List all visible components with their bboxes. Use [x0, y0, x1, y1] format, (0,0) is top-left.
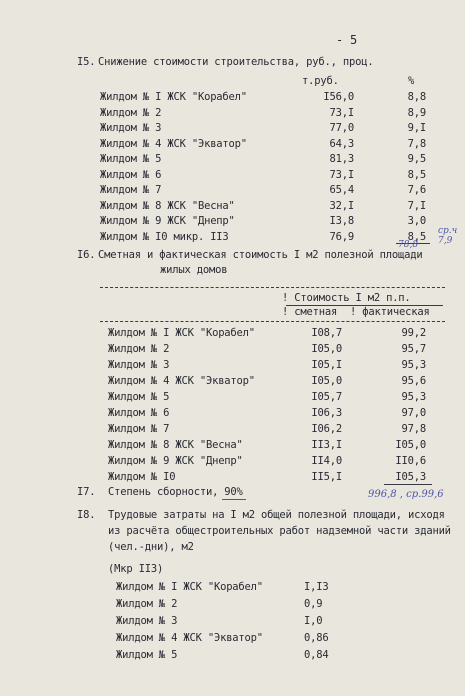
- table-row-estimated: I05,7: [311, 391, 342, 403]
- table-row-pct: 9,I: [407, 122, 426, 134]
- section-18-line3: (чел.-дни), м2: [108, 541, 194, 553]
- table-row-rub: I56,0: [323, 91, 354, 103]
- table-row-estimated: I05,0: [311, 375, 342, 387]
- table-row-estimated: II5,I: [311, 471, 342, 483]
- table-row-estimated: I08,7: [311, 327, 342, 339]
- section-15-unit-rub: т.руб.: [302, 75, 339, 87]
- table-row-actual: 95,3: [401, 391, 426, 403]
- table-row-estimated: I05,I: [311, 359, 342, 371]
- table-row-name: Жилдом № 5: [100, 153, 162, 165]
- table-header-bottom-rule: [100, 321, 445, 322]
- table-row-name: Жилдом № I ЖСК "Корабел": [116, 581, 263, 593]
- table-row-estimated: I06,3: [311, 407, 342, 419]
- table-row-name: Жилдом № 4 ЖСК "Экватор": [116, 632, 263, 644]
- table-header-actual: ! фактическая: [350, 306, 430, 318]
- table-row-estimated: II3,I: [311, 439, 342, 451]
- table-row-value: I,I3: [304, 581, 329, 593]
- section-16-title-line1: Сметная и фактическая стоимость I м2 полезной площади: [98, 249, 423, 261]
- table-header-cost: ! Стоимость I м2 п.п.: [282, 292, 411, 304]
- table-row-rub: 73,I: [329, 169, 354, 181]
- table-row-pct: 7,I: [407, 200, 426, 212]
- table-row-estimated: II4,0: [311, 455, 342, 467]
- table-header-estimated: ! сметная: [282, 306, 338, 318]
- table-row-rub: 77,0: [329, 122, 354, 134]
- table-row-name: Жилдом № 6: [100, 169, 162, 181]
- table-row-actual: 95,3: [401, 359, 426, 371]
- table-row-name: Жилдом № 3: [108, 359, 170, 371]
- table-row-rub: 76,9: [329, 231, 354, 243]
- table-row-value: 0,84: [304, 649, 329, 661]
- page-number: - 5: [336, 33, 358, 47]
- section-15-title: Снижение стоимости строительства, руб., проц.: [98, 56, 374, 68]
- table-row-actual: II0,6: [395, 455, 426, 467]
- table-row-name: Жилдом № 2: [116, 598, 178, 610]
- table-row-rub: 81,3: [329, 153, 354, 165]
- table-row-rub: 64,3: [329, 138, 354, 150]
- section-17-text: Степень сборности, 90%: [108, 486, 243, 498]
- handwritten-underline: [222, 499, 246, 500]
- section-18-line1: Трудовые затраты на I м2 общей полезной площади, исходя: [108, 509, 445, 521]
- table-row-name: Жилдом № 8 ЖСК "Весна": [108, 439, 243, 451]
- section-18-line2: из расчёта общестроительных работ надземной части зданий: [108, 525, 451, 537]
- handwritten-sum: 78,8: [398, 240, 419, 250]
- table-row-rub: 32,I: [329, 200, 354, 212]
- section-15-number: I5.: [77, 56, 96, 68]
- section-17-number: I7.: [77, 486, 96, 498]
- section-16-number: I6.: [77, 249, 96, 261]
- table-row-name: Жилдом № I0: [108, 471, 176, 483]
- total-underline: [384, 484, 432, 485]
- table-row-name: Жилдом № 9 ЖСК "Днепр": [100, 215, 235, 227]
- table-row-name: Жилдом № 6: [108, 407, 170, 419]
- table-row-estimated: I06,2: [311, 423, 342, 435]
- table-row-name: Жилдом № 5: [116, 649, 178, 661]
- table-row-pct: 8,9: [407, 107, 426, 119]
- table-row-pct: 9,5: [407, 153, 426, 165]
- table-row-name: Жилдом № 3: [100, 122, 162, 134]
- table-row-name: Жилдом № I0 микр. II3: [100, 231, 229, 243]
- table-row-value: I,0: [304, 615, 323, 627]
- table-row-name: Жилдом № 3: [116, 615, 178, 627]
- table-row-actual: 99,2: [401, 327, 426, 339]
- handwritten-average: ср.ч 7,9: [438, 226, 458, 246]
- table-row-rub: 65,4: [329, 184, 354, 196]
- table-row-name: Жилдом № 7: [108, 423, 170, 435]
- table-row-actual: 95,6: [401, 375, 426, 387]
- section-18-number: I8.: [77, 509, 96, 521]
- table-row-actual: 95,7: [401, 343, 426, 355]
- table-row-name: Жилдом № 4 ЖСК "Экватор": [100, 138, 247, 150]
- table-row-pct: 7,8: [407, 138, 426, 150]
- table-row-pct: 8,5: [407, 231, 426, 243]
- table-row-name: Жилдом № 4 ЖСК "Экватор": [108, 375, 255, 387]
- table-row-name: Жилдом № I ЖСК "Корабел": [100, 91, 247, 103]
- section-16-title-line2: жилых домов: [160, 264, 228, 276]
- table-row-name: Жилдом № I ЖСК "Корабел": [108, 327, 255, 339]
- table-row-name: Жилдом № 5: [108, 391, 170, 403]
- table-row-name: Жилдом № 8 ЖСК "Весна": [100, 200, 235, 212]
- table-row-value: 0,86: [304, 632, 329, 644]
- section-15-unit-pct: %: [408, 75, 415, 87]
- table-row-rub: 73,I: [329, 107, 354, 119]
- table-row-actual: I05,0: [395, 439, 426, 451]
- table-top-rule: [100, 287, 445, 288]
- section-18-subheading: (Мкр II3): [108, 563, 164, 575]
- table-row-estimated: I05,0: [311, 343, 342, 355]
- table-row-value: 0,9: [304, 598, 323, 610]
- table-row-pct: 8,5: [407, 169, 426, 181]
- table-row-pct: 7,6: [407, 184, 426, 196]
- table-row-pct: 8,8: [407, 91, 426, 103]
- table-row-actual: 97,0: [401, 407, 426, 419]
- table-row-actual: 97,8: [401, 423, 426, 435]
- table-row-rub: I3,8: [329, 215, 354, 227]
- table-row-actual: I05,3: [395, 471, 426, 483]
- table-row-name: Жилдом № 9 ЖСК "Днепр": [108, 455, 243, 467]
- table-row-pct: 3,0: [407, 215, 426, 227]
- table-row-name: Жилдом № 2: [108, 343, 170, 355]
- table-row-name: Жилдом № 2: [100, 107, 162, 119]
- table-row-name: Жилдом № 7: [100, 184, 162, 196]
- handwritten-note: 996,8 , ср.99,6: [368, 489, 444, 500]
